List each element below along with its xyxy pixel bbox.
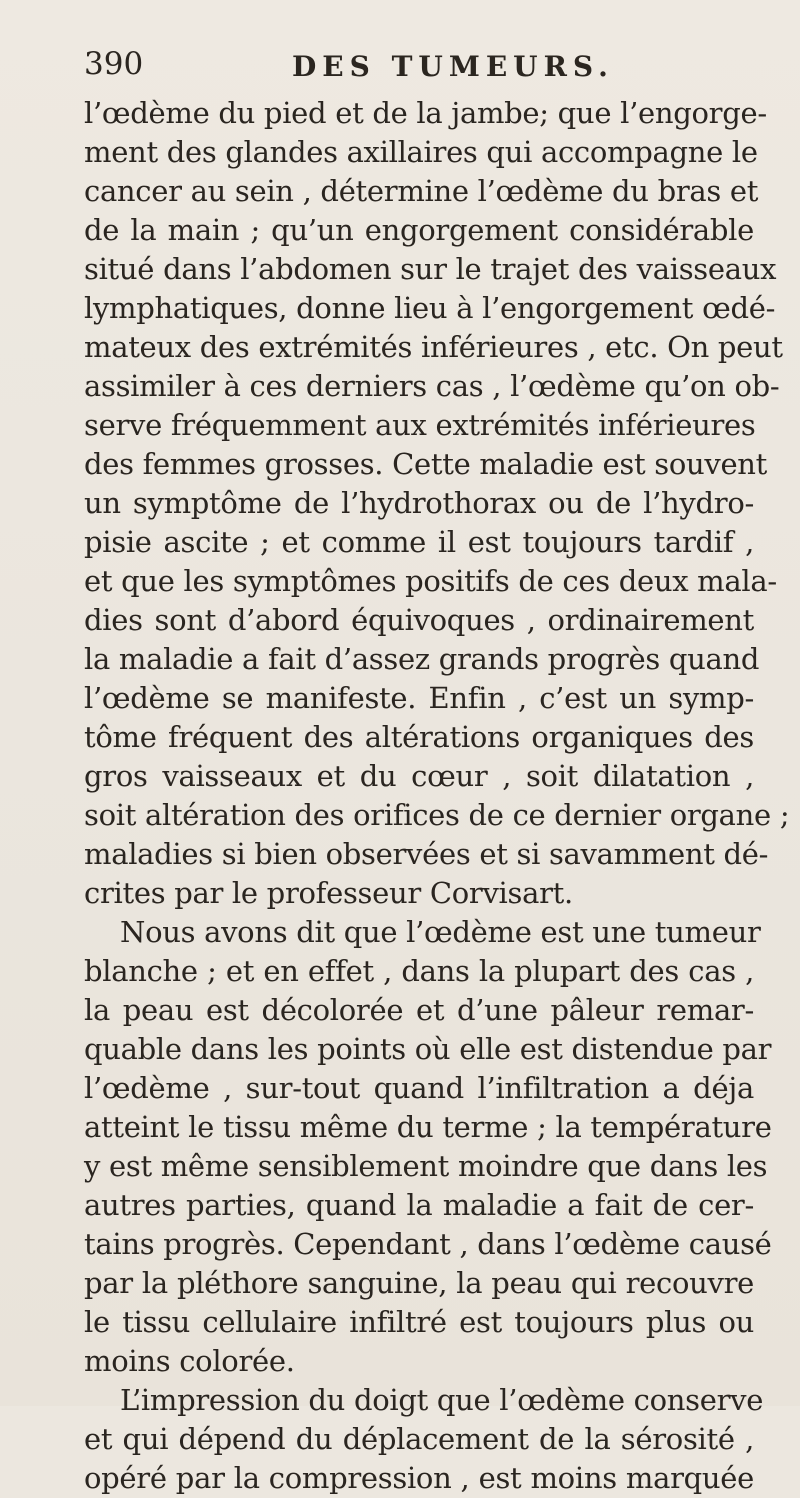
text-line: Nous avons dit que l’œdème est une tumeur <box>120 915 761 949</box>
text-line: ment des glandes axillaires qui accompagne le <box>84 135 758 169</box>
text-line: par la pléthore sanguine, la peau qui recouvre <box>84 1266 754 1300</box>
text-line: maladies si bien observées et si savamment dé- <box>84 837 769 871</box>
text-line: opéré par la compression , est moins marquée <box>84 1461 754 1495</box>
text-line: serve fréquemment aux extrémités inférieures <box>84 408 756 442</box>
running-title: DES TUMEURS. <box>292 50 614 83</box>
text-line: et qui dépend du déplacement de la sérosité , <box>84 1422 754 1456</box>
page-number: 390 <box>84 46 144 82</box>
text-line: et que les symptômes positifs de ces deux mala- <box>84 564 777 598</box>
body-text <box>84 94 790 1498</box>
text-line: gros vaisseaux et du cœur , soit dilatation , <box>84 759 754 793</box>
text-line: situé dans l’abdomen sur le trajet des vaisseaux <box>84 252 777 286</box>
text-line: tôme fréquent des altérations organiques des <box>84 720 754 754</box>
text-line: moins colorée. <box>84 1344 295 1378</box>
text-line: tains progrès. Cependant , dans l’œdème causé <box>84 1227 772 1261</box>
text-line: crites par le professeur Corvisart. <box>84 876 573 910</box>
text-line: un symptôme de l’hydrothorax ou de l’hydro- <box>84 486 754 520</box>
text-line: l’œdème , sur-tout quand l’infiltration a déja <box>84 1071 754 1105</box>
text-line: l’œdème du pied et de la jambe; que l’engorge- <box>84 96 767 130</box>
text-line: pisie ascite ; et comme il est toujours tardif , <box>84 525 754 559</box>
text-line: des femmes grosses. Cette maladie est souvent <box>84 447 768 481</box>
text-line: la peau est décolorée et d’une pâleur remar- <box>84 993 754 1027</box>
text-line: L’impression du doigt que l’œdème conserve <box>120 1383 764 1417</box>
text-line: assimiler à ces derniers cas , l’œdème qu’on ob- <box>84 369 780 403</box>
text-line: dies sont d’abord équivoques , ordinairement <box>84 603 754 637</box>
text-line: de la main ; qu’un engorgement considérable <box>84 213 754 247</box>
text-line: quable dans les points où elle est distendue par <box>84 1032 772 1066</box>
text-line: le tissu cellulaire infiltré est toujours plus ou <box>84 1305 754 1339</box>
text-line: lymphatiques, donne lieu à l’engorgement œdé- <box>84 291 776 325</box>
text-line: l’œdème se manifeste. Enfin , c’est un symp- <box>84 681 754 715</box>
text-line: cancer au sein , détermine l’œdème du bras et <box>84 174 759 208</box>
text-line: soit altération des orifices de ce dernier organe ; <box>84 798 790 832</box>
text-line: blanche ; et en effet , dans la plupart des cas , <box>84 954 754 988</box>
page-header <box>84 42 724 92</box>
text-line: autres parties, quand la maladie a fait de cer- <box>84 1188 754 1222</box>
text-line: mateux des extrémités inférieures , etc. On peut <box>84 330 783 364</box>
text-line: y est même sensiblement moindre que dans les <box>84 1149 768 1183</box>
text-line: la maladie a fait d’assez grands progrès quand <box>84 642 760 676</box>
text-line: atteint le tissu même du terme ; la température <box>84 1110 772 1144</box>
